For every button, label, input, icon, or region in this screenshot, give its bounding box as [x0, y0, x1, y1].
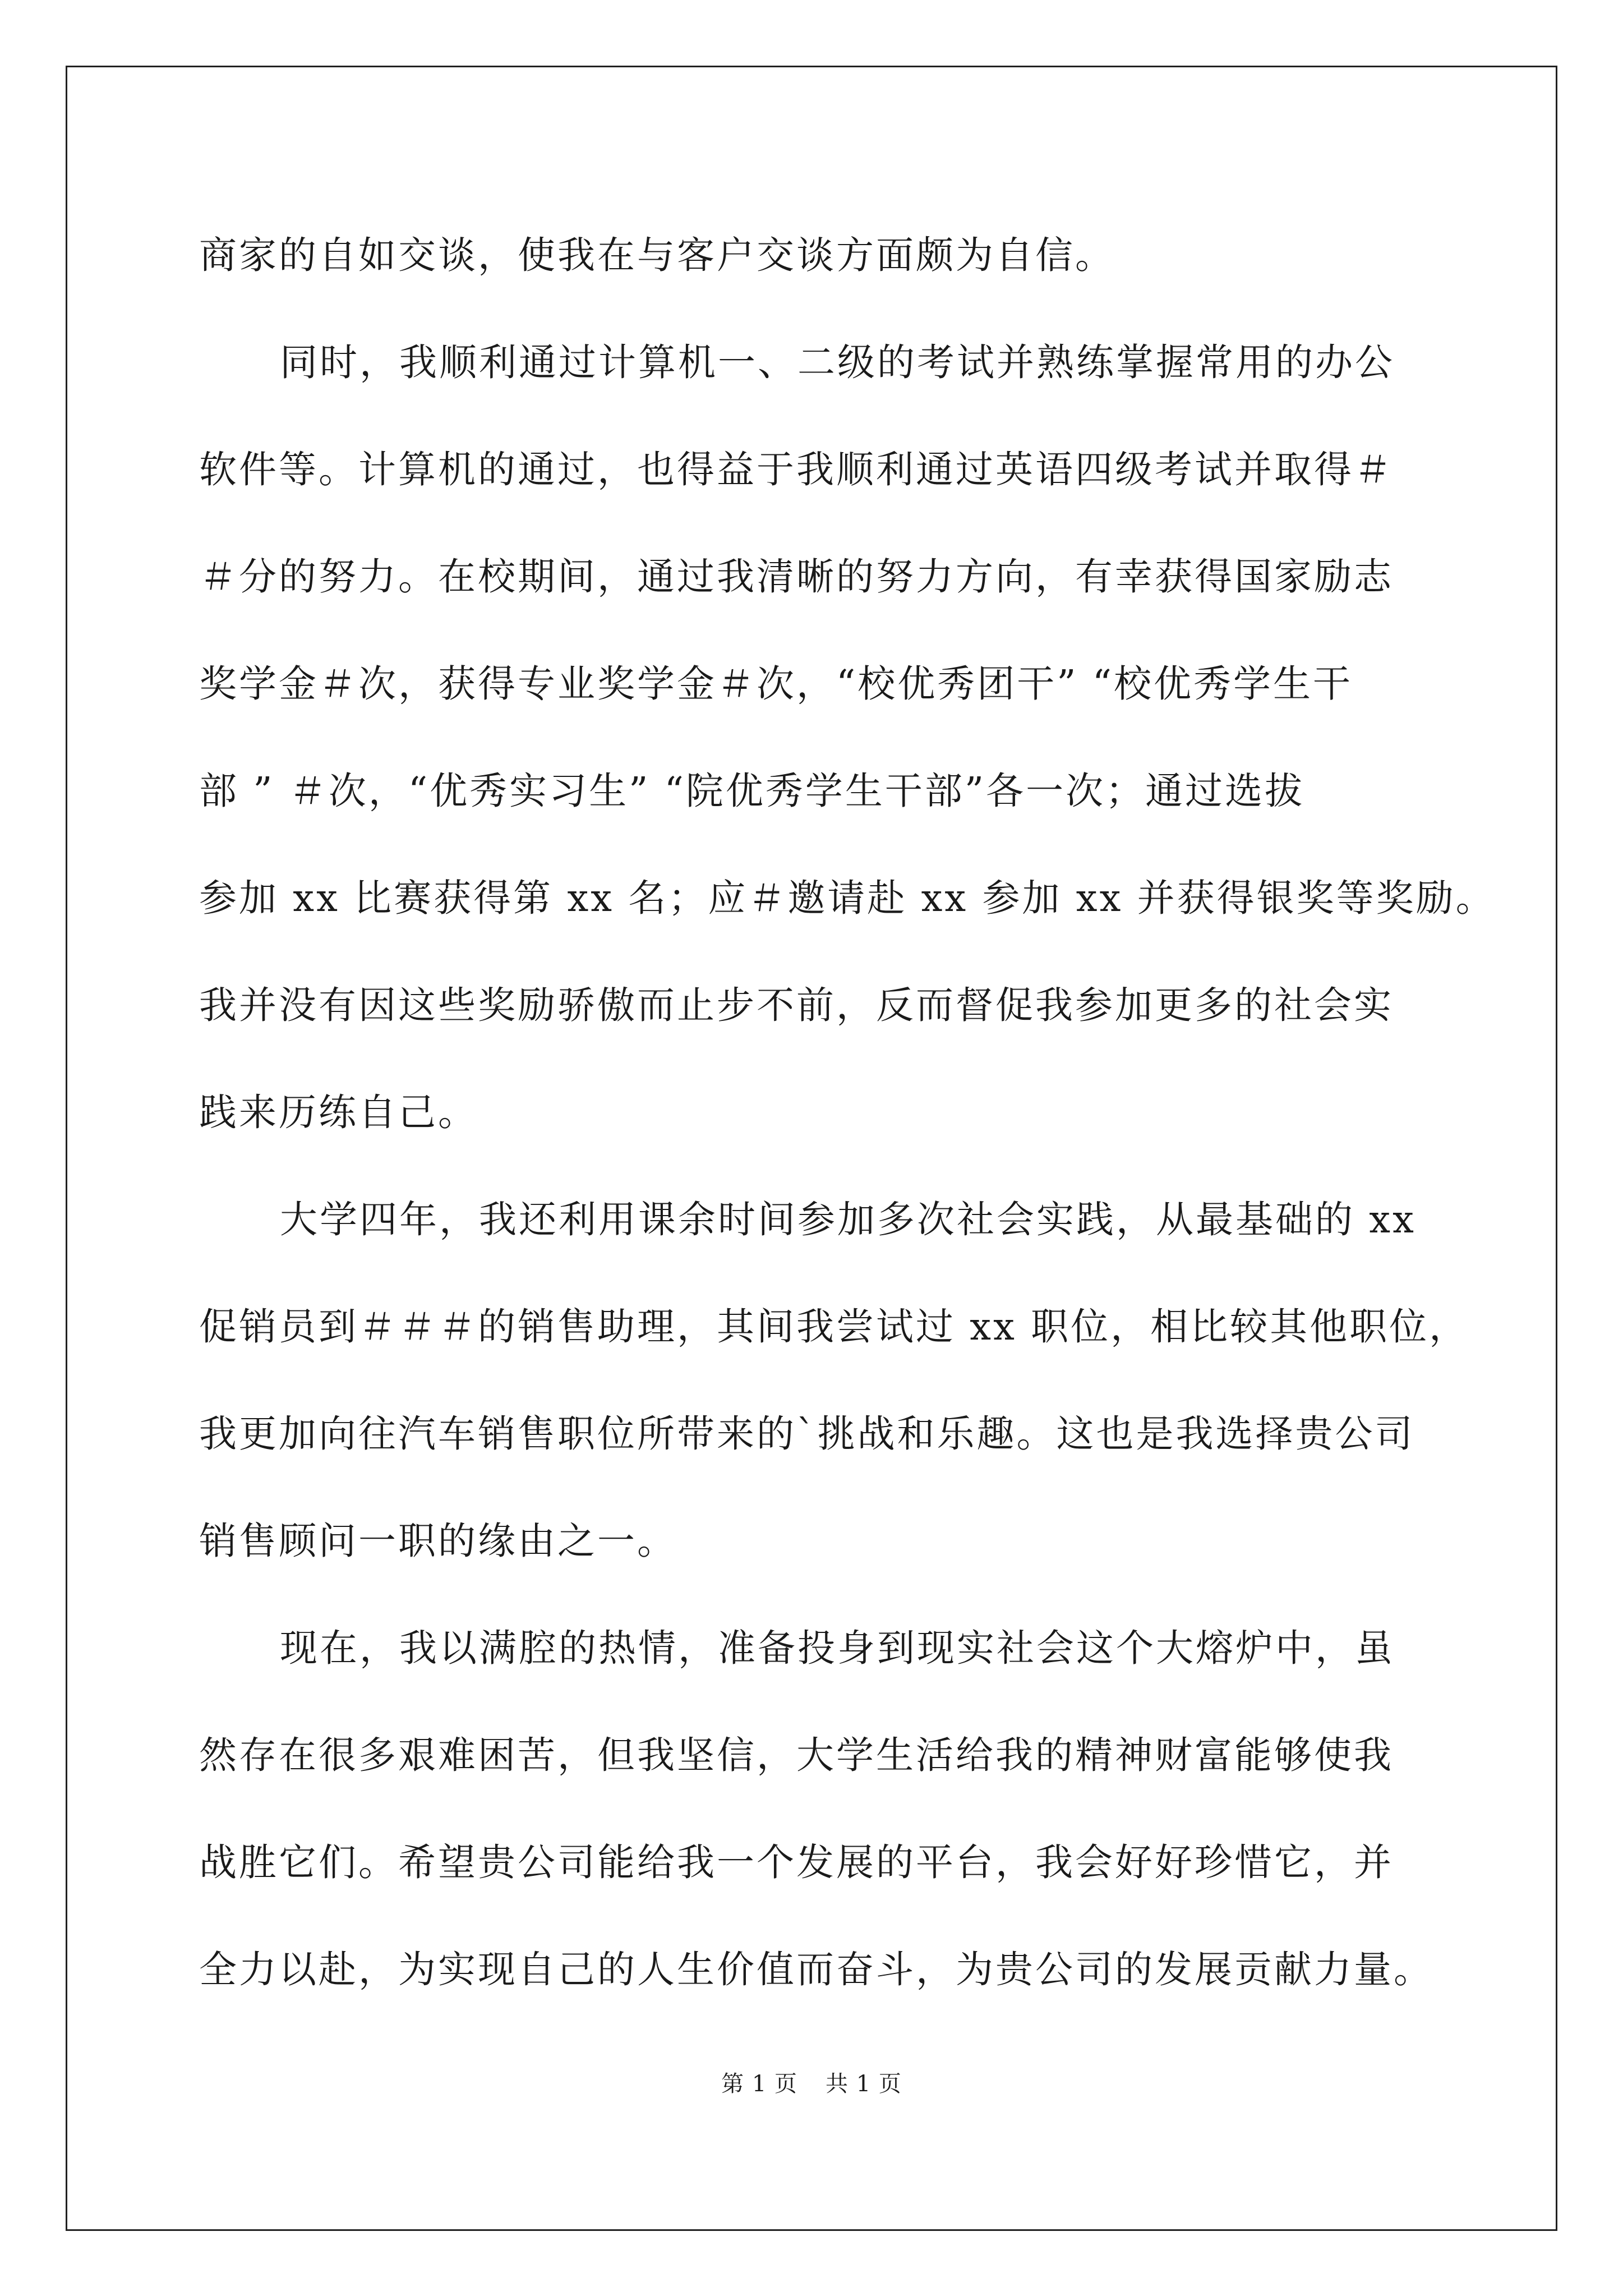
page-total: 共 1 页 — [826, 2071, 902, 2097]
text-line: 部 ” ＃次，“优秀实习生” “院优秀学生干部”各一次；通过选拔 — [199, 769, 1305, 813]
text-line: 参加 xx 比赛获得第 xx 名；应＃邀请赴 xx 参加 xx 并获得银奖等奖励。 — [199, 876, 1496, 920]
text-line: ＃分的努力。在校期间，通过我清晰的努力方向，有幸获得国家励志 — [199, 555, 1394, 599]
text-line: 践来历练自己。 — [199, 1091, 478, 1134]
paragraph-start-line: 现在，我以满腔的热情，准备投身到现实社会这个大熔炉中，虽 — [280, 1626, 1395, 1670]
page-number: 第 1 页 — [721, 2071, 797, 2097]
text-line: 全力以赴，为实现自己的人生价值而奋斗，为贵公司的发展贡献力量。 — [199, 1948, 1433, 1991]
document-body — [199, 202, 1496, 2023]
text-line: 销售顾问一职的缘由之一。 — [199, 1519, 677, 1563]
page-footer — [0, 2067, 1623, 2101]
text-line: 软件等。计算机的通过，也得益于我顺利通过英语四级考试并取得＃ — [199, 448, 1394, 491]
text-line: 我并没有因这些奖励骄傲而止步不前，反而督促我参加更多的社会实 — [199, 983, 1394, 1027]
text-line: 战胜它们。希望贵公司能给我一个发展的平台，我会好好珍惜它，并 — [199, 1841, 1394, 1884]
text-line: 商家的自如交谈，使我在与客户交谈方面颇为自信。 — [199, 233, 1115, 277]
text-line: 奖学金＃次，获得专业奖学金＃次，“校优秀团干” “校优秀学生干 — [199, 662, 1353, 706]
text-line: 然存在很多艰难困苦，但我坚信，大学生活给我的精神财富能够使我 — [199, 1733, 1394, 1777]
paragraph-start-line: 大学四年，我还利用课余时间参加多次社会实践，从最基础的 xx — [280, 1198, 1416, 1241]
text-line: 促销员到＃＃＃的销售助理，其间我尝试过 xx 职位，相比较其他职位， — [199, 1305, 1469, 1349]
text-line: 我更加向往汽车销售职位所带来的`挑战和乐趣。这也是我选择贵公司 — [199, 1412, 1415, 1456]
paragraph-start-line: 同时，我顺利通过计算机一、二级的考试并熟练掌握常用的办公 — [280, 341, 1395, 384]
